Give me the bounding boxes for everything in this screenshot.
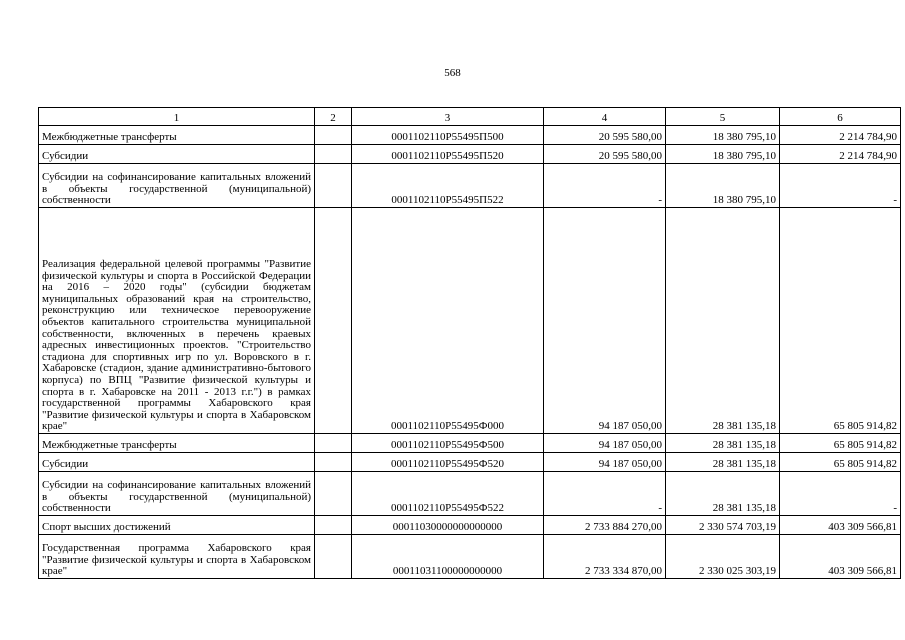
- table-row: [39, 516, 901, 535]
- page-number: 568: [444, 67, 461, 79]
- row-value-5: 18 380 795,10: [666, 164, 780, 208]
- row-value-4: 2 733 884 270,00: [544, 516, 666, 535]
- row-code: 0001102110P55495П520: [352, 145, 544, 164]
- row-value-4: 94 187 050,00: [544, 434, 666, 453]
- row-code: 0001102110P55495Ф000: [352, 208, 544, 434]
- header-col-2: 2: [315, 108, 352, 126]
- row-value-4: 94 187 050,00: [544, 208, 666, 434]
- row-name: Государственная программа Хабаровского края "Развитие физической культуры и спорта в Хабаровском крае": [39, 535, 315, 579]
- row-name: Субсидии на софинансирование капитальных вложений в объекты государственной (муниципальной) собственности: [39, 472, 315, 516]
- row-value-4: 2 733 334 870,00: [544, 535, 666, 579]
- row-value-4: 94 187 050,00: [544, 453, 666, 472]
- row-value-5: 28 381 135,18: [666, 472, 780, 516]
- table-row: [39, 535, 901, 579]
- row-name: Субсидии: [39, 453, 315, 472]
- row-col2: [315, 208, 352, 434]
- row-name: Субсидии на софинансирование капитальных вложений в объекты государственной (муниципальной) собственности: [39, 164, 315, 208]
- row-code: 00011031100000000000: [352, 535, 544, 579]
- row-code: 0001102110P55495П500: [352, 126, 544, 145]
- row-code: 0001102110P55495Ф520: [352, 453, 544, 472]
- row-col2: [315, 535, 352, 579]
- budget-table: [38, 107, 901, 579]
- header-col-1: 1: [39, 108, 315, 126]
- row-value-5: 18 380 795,10: [666, 145, 780, 164]
- table-row: [39, 164, 901, 208]
- row-value-4: 20 595 580,00: [544, 145, 666, 164]
- table-row: [39, 434, 901, 453]
- row-col2: [315, 472, 352, 516]
- row-value-6: 65 805 914,82: [780, 434, 901, 453]
- row-value-6: 403 309 566,81: [780, 516, 901, 535]
- row-col2: [315, 516, 352, 535]
- row-code: 0001102110P55495Ф522: [352, 472, 544, 516]
- row-name: Межбюджетные трансферты: [39, 434, 315, 453]
- row-name: Спорт высших достижений: [39, 516, 315, 535]
- row-value-4: -: [544, 164, 666, 208]
- header-row: [39, 108, 901, 126]
- row-value-6: 403 309 566,81: [780, 535, 901, 579]
- row-code: 0001102110P55495Ф500: [352, 434, 544, 453]
- row-code: 00011030000000000000: [352, 516, 544, 535]
- row-value-5: 28 381 135,18: [666, 208, 780, 434]
- row-value-5: 18 380 795,10: [666, 126, 780, 145]
- row-name: Межбюджетные трансферты: [39, 126, 315, 145]
- row-value-4: -: [544, 472, 666, 516]
- header-col-5: 5: [666, 108, 780, 126]
- row-value-6: 65 805 914,82: [780, 208, 901, 434]
- table-row: [39, 126, 901, 145]
- row-value-5: 2 330 025 303,19: [666, 535, 780, 579]
- table-row: [39, 208, 901, 434]
- row-value-4: 20 595 580,00: [544, 126, 666, 145]
- row-value-6: -: [780, 164, 901, 208]
- header-col-3: 3: [352, 108, 544, 126]
- header-col-4: 4: [544, 108, 666, 126]
- table-row: [39, 145, 901, 164]
- row-value-5: 2 330 574 703,19: [666, 516, 780, 535]
- row-value-6: 2 214 784,90: [780, 145, 901, 164]
- row-value-6: -: [780, 472, 901, 516]
- row-value-6: 65 805 914,82: [780, 453, 901, 472]
- row-name: Реализация федеральной целевой программы "Развитие физической культуры и спорта в Российской Федерации на 2016 – 2020 годы" (субсидии бюджетам муниципальных образований края на строительство, реконструкцию или техническое перевооружение объектов капитального строительства муниципальной собственности, включенных в перечень краевых адресных инвестиционных проектов. "Строительство стадиона для спортивных игр по ул. Воровского в г. Хабаровске (стадион, здание административно-бытового корпуса) по ВПЦ "Развитие физической культуры и спорта в г. Хабаровске на 2011 - 2013 г.г.") в рамках государственной программы Хабаровского края "Развитие физической культуры и спорта в Хабаровском крае": [39, 208, 315, 434]
- row-col2: [315, 164, 352, 208]
- table-row: [39, 453, 901, 472]
- row-code: 0001102110P55495П522: [352, 164, 544, 208]
- row-col2: [315, 145, 352, 164]
- row-name: Субсидии: [39, 145, 315, 164]
- row-value-5: 28 381 135,18: [666, 453, 780, 472]
- header-col-6: 6: [780, 108, 901, 126]
- row-col2: [315, 453, 352, 472]
- row-col2: [315, 126, 352, 145]
- row-value-5: 28 381 135,18: [666, 434, 780, 453]
- row-value-6: 2 214 784,90: [780, 126, 901, 145]
- table-row: [39, 472, 901, 516]
- row-col2: [315, 434, 352, 453]
